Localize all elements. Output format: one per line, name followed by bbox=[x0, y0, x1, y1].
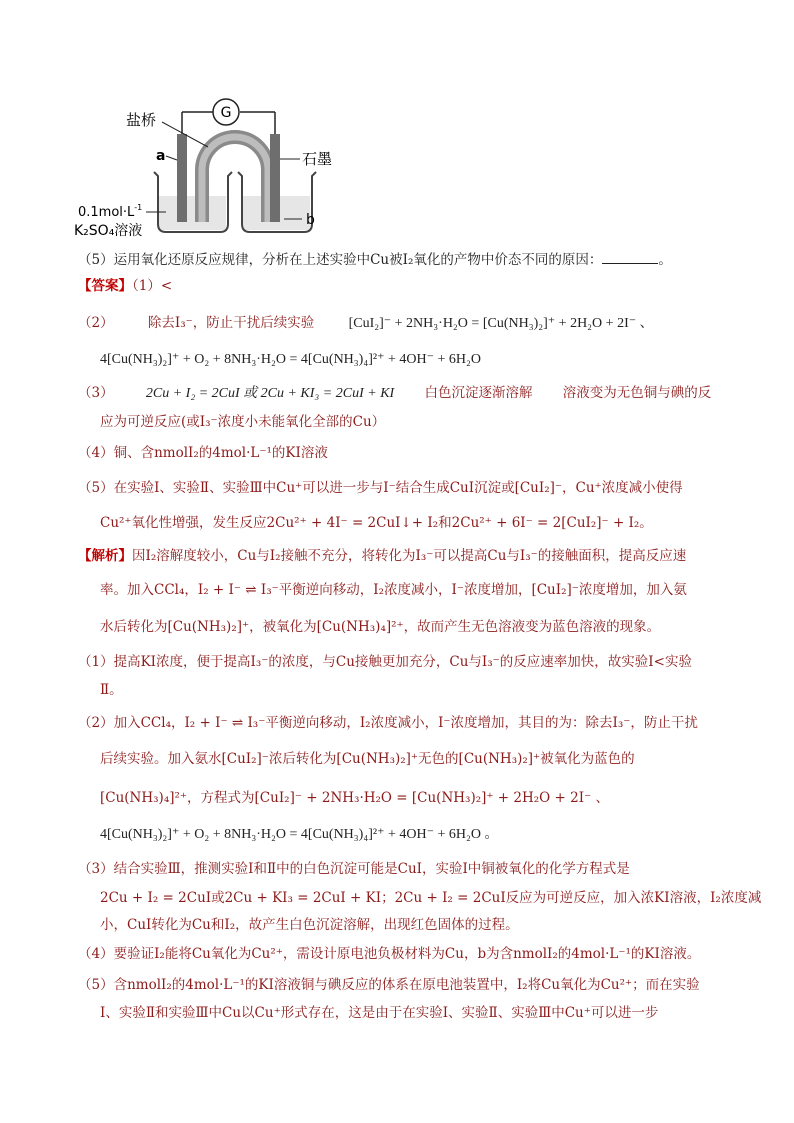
analysis-p3-line-1: （3）结合实验Ⅲ，推测实验Ⅰ和Ⅱ中的白色沉淀可能是CuI，实验Ⅰ中铜被氧化的化学方程式是 bbox=[78, 861, 630, 877]
answer-line-3b: 应为可逆反应(或I₃⁻浓度小未能氧化全部的Cu） bbox=[100, 414, 386, 430]
answer-line-5a: （5）在实验Ⅰ、实验Ⅱ、实验Ⅲ中Cu⁺可以进一步与I⁻结合生成CuI沉淀或[CuI₂]⁻，Cu⁺浓度减小使得 bbox=[78, 480, 683, 496]
answer-line-2: （2） 除去I₃⁻，防止干扰后续实验 [CuI₂]⁻ + 2NH₃·H₂O = [Cu(NH₃)₂]⁺ + 2H₂O + 2I⁻ 、 bbox=[78, 315, 654, 331]
analysis-line-3: 水后转化为[Cu(NH₃)₂]⁺，被氧化为[Cu(NH₃)₄]²⁺，故而产生无色溶液变为蓝色溶液的现象。 bbox=[100, 619, 661, 635]
electrode-b-label: b bbox=[306, 212, 315, 228]
salt-bridge-label: 盐桥 bbox=[126, 111, 157, 129]
left-beaker-liquid bbox=[158, 196, 226, 230]
analysis-p2-line-1: （2）加入CCl₄，I₂ + I⁻ ⇌ I₃⁻平衡逆向移动，I₂浓度减小，I⁻浓度增加，其目的为：除去I₃⁻，防止干扰 bbox=[78, 715, 698, 731]
solution-name-label: K₂SO₄溶液 bbox=[74, 223, 143, 239]
analysis-p2-line-4: 4[Cu(NH₃)₂]⁺ + O₂ + 8NH₃·H₂O = 4[Cu(NH₃)₄]²⁺ + 4OH⁻ + 6H₂O 。 bbox=[100, 827, 499, 842]
analysis-p1-line-2: Ⅱ。 bbox=[100, 682, 123, 698]
analysis-p2-line-3: [Cu(NH₃)₄]²⁺，方程式为[CuI₂]⁻ + 2NH₃·H₂O = [Cu(NH₃)₂]⁺ + 2H₂O + 2I⁻ 、 bbox=[100, 790, 609, 806]
analysis-p5-line-1: （5）含nmolI₂的4mol·L⁻¹的KI溶液铜与碘反应的体系在原电池装置中，I₂将Cu氧化为Cu²⁺；而在实验 bbox=[78, 977, 700, 993]
analysis-p4: （4）要验证I₂能将Cu氧化为Cu²⁺，需设计原电池负极材料为Cu，b为含nmolI₂的4mol·L⁻¹的KI溶液。 bbox=[78, 946, 701, 962]
analysis-p2-line-2: 后续实验。加入氨水[CuI₂]⁻浓后转化为[Cu(NH₃)₂]⁺无色的[Cu(NH₃)₂]⁺被氧化为蓝色的 bbox=[100, 751, 635, 767]
electrode-a bbox=[177, 134, 187, 222]
answer-line-5b: Cu²⁺氧化性增强，发生反应2Cu²⁺ + 4I⁻ = 2CuI↓+ I₂和2Cu²⁺ + 6I⁻ = 2[CuI₂]⁻ + I₂。 bbox=[100, 515, 653, 531]
electrode-graphite bbox=[270, 134, 280, 222]
answer-equation-2: 4[Cu(NH₃)₂]⁺ + O₂ + 8NH₃·H₂O = 4[Cu(NH₃)₄]²⁺ + 4OH⁻ + 6H₂O bbox=[100, 352, 481, 367]
answer-line-1: 【答案】（1）< bbox=[78, 278, 173, 294]
solution-conc-label: $0.1mol\cdot L^{-1}$ bbox=[78, 203, 143, 220]
electrode-a-leader bbox=[166, 156, 177, 160]
answer-tag: 【答案】 bbox=[78, 278, 132, 294]
analysis-p3-line-3: 小，CuI转化为Cu和I₂，故产生白色沉淀溶解，出现红色固体的过程。 bbox=[100, 917, 519, 933]
analysis-tag: 【解析】 bbox=[78, 548, 132, 564]
galvanometer-label: G bbox=[220, 105, 232, 121]
analysis-line-1: 【解析】因I₂溶解度较小，Cu与I₂接触不充分，将转化为I₃⁻可以提高Cu与I₃⁻的接触面积，提高反应速 bbox=[78, 548, 687, 564]
answer-blank bbox=[602, 251, 658, 264]
electrode-a-label: a bbox=[156, 148, 166, 164]
analysis-p1-line-1: （1）提高KI浓度，便于提高I₃⁻的浓度，与Cu接触更加充分，Cu与I₃⁻的反应速率加快，故实验Ⅰ<实验 bbox=[78, 654, 692, 670]
graphite-label: 石墨 bbox=[302, 150, 333, 168]
analysis-p5-line-2: Ⅰ、实验Ⅱ和实验Ⅲ中Cu以Cu⁺形式存在，这是由于在实验Ⅰ、实验Ⅱ、实验Ⅲ中Cu⁺可以进一步 bbox=[100, 1005, 659, 1021]
answer-line-3: （3） 2Cu + I₂ = 2CuI 或 2Cu + KI₃ = 2CuI + KI 白色沉淀逐渐溶解 溶液变为无色铜与碘的反 bbox=[78, 385, 712, 401]
galvanic-cell-diagram bbox=[70, 92, 430, 337]
question-5: （5）运用氧化还原反应规律，分析在上述实验中Cu被I₂氧化的产物中价态不同的原因： 。 bbox=[78, 252, 672, 268]
analysis-p3-line-2: 2Cu + I₂ = 2CuI或2Cu + KI₃ = 2CuI + KI；2Cu + I₂ = 2CuI反应为可逆反应，加入浓KI溶液，I₂浓度减 bbox=[100, 890, 762, 906]
analysis-line-2: 率。加入CCl₄，I₂ + I⁻ ⇌ I₃⁻平衡逆向移动，I₂浓度减小，I⁻浓度增加，[CuI₂]⁻浓度增加，加入氨 bbox=[100, 582, 687, 598]
answer-line-4: （4）铜、含nmolI₂的4mol·L⁻¹的KI溶液 bbox=[78, 445, 328, 461]
